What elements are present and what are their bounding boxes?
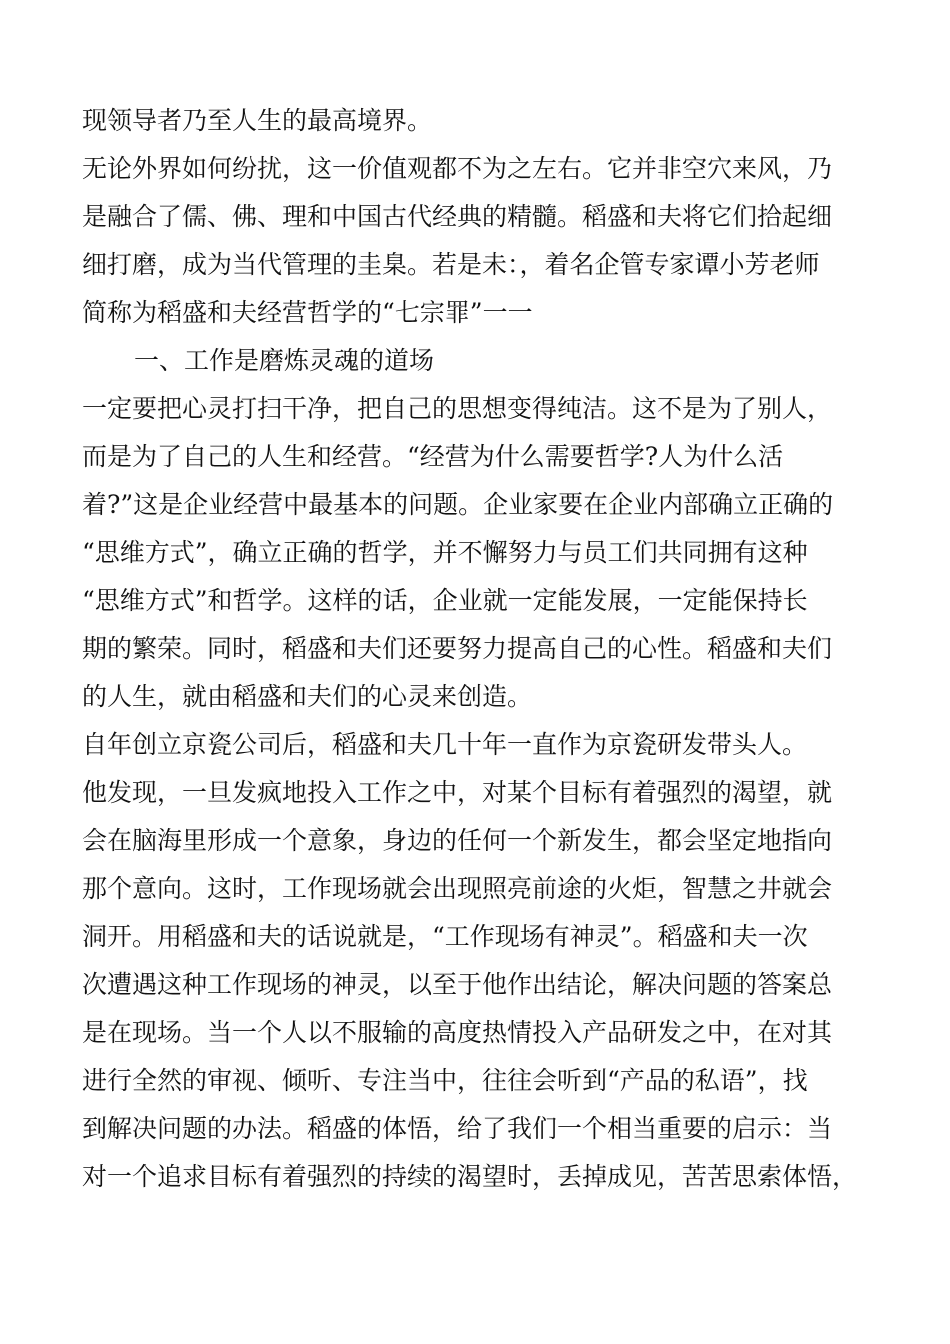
text-line: 简称为稻盛和夫经营哲学的“七宗罪”一一 [82, 298, 533, 327]
text-line: 是在现场。当一个人以不服输的高度热情投入产品研发之中，在对其 [82, 1018, 833, 1047]
text-line: 着?”这是企业经营中最基本的问题。企业家要在企业内部确立正确的 [82, 490, 834, 519]
text-line: 次遭遇这种工作现场的神灵，以至于他作出结论，解决问题的答案总 [82, 970, 833, 999]
body-text [82, 97, 872, 1201]
text-line: 而是为了自己的人生和经营。“经营为什么需要哲学?人为什么活 [82, 442, 784, 471]
text-line: 洞开。用稻盛和夫的话说就是，“工作现场有神灵”。稻盛和夫一次 [82, 922, 808, 951]
text-line: 一定要把心灵打扫干净，把自己的思想变得纯洁。这不是为了别人， [82, 394, 833, 423]
text-line: 细打磨，成为当代管理的圭臬。若是未：，着名企管专家谭小芳老师 [82, 250, 820, 279]
text-line: “思维方式”，确立正确的哲学，并不懈努力与员工们共同拥有这种 [82, 538, 808, 567]
text-line: 期的繁荣。同时，稻盛和夫们还要努力提高自己的心性。稻盛和夫们 [82, 634, 833, 663]
text-line: 自年创立京瓷公司后，稻盛和夫几十年一直作为京瓷研发带头人。 [82, 730, 808, 759]
text-line: 无论外界如何纷扰，这一价值观都不为之左右。它并非空穴来风，乃 [82, 154, 833, 183]
text-line: 的人生，就由稻盛和夫们的心灵来创造。 [82, 682, 533, 711]
text-line: 进行全然的审视、倾听、专注当中，往往会听到“产品的私语”，找 [82, 1066, 808, 1095]
text-line: 对一个追求目标有着强烈的持续的渴望时，丢掉成见，苦苦思索体悟， [82, 1162, 858, 1191]
section-heading: 一、工作是磨炼灵魂的道场 [134, 346, 435, 375]
text-line: 到解决问题的办法。稻盛的体悟，给了我们一个相当重要的启示：当 [82, 1114, 833, 1143]
text-line: 他发现，一旦发疯地投入工作之中，对某个目标有着强烈的渴望，就 [82, 778, 833, 807]
text-line: 现领导者乃至人生的最高境界。 [82, 106, 433, 135]
text-line: 是融合了儒、佛、理和中国古代经典的精髓。稻盛和夫将它们拾起细 [82, 202, 833, 231]
text-line: 那个意向。这时，工作现场就会出现照亮前途的火炬，智慧之井就会 [82, 874, 833, 903]
text-line: 会在脑海里形成一个意象，身边的任何一个新发生，都会坚定地指向 [82, 826, 833, 855]
text-line: “思维方式”和哲学。这样的话，企业就一定能发展，一定能保持长 [82, 586, 808, 615]
